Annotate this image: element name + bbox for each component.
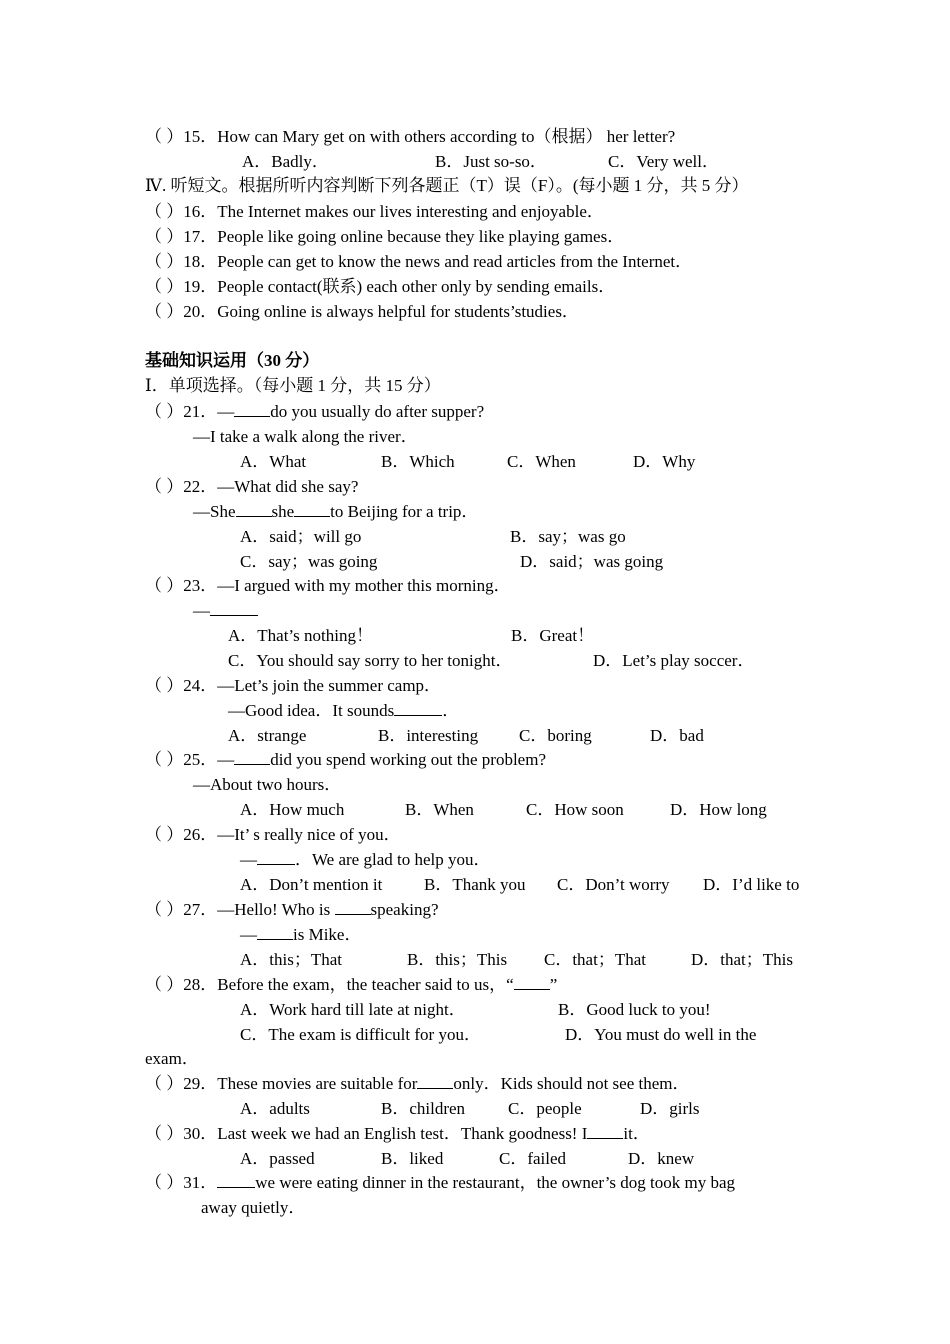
question-15 (145, 127, 675, 147)
question-text: —Let’s join the summer camp． (217, 676, 442, 695)
question-31 (145, 1173, 735, 1193)
option-a: A．said；will go (240, 527, 362, 546)
question-text: Going online is always helpful for students’studies． (217, 302, 579, 321)
option-b: B．When (405, 800, 474, 819)
option-c: C．people (508, 1099, 582, 1118)
question-text: we were eating dinner in the restaurant，the owner’s dog took my bag (255, 1173, 736, 1192)
wrapped-text: away quietly． (201, 1198, 306, 1217)
question-text: do you usually do after supper? (270, 402, 485, 421)
option-a: A．this；That (240, 950, 342, 969)
option-b: B．Which (381, 452, 455, 471)
question-text: People can get to know the news and read articles from the Internet． (217, 252, 693, 271)
option-a: A．What (240, 452, 307, 471)
answer-blank (294, 516, 330, 517)
reply-text (193, 502, 478, 522)
reply-part: ．We are glad to help you． (295, 850, 491, 869)
question-22 (145, 477, 358, 497)
dash: — (240, 925, 257, 944)
answer-blank (217, 1187, 255, 1188)
option-c: C．When (507, 452, 576, 471)
option-b: B．say；was go (510, 527, 626, 546)
question-21 (145, 402, 484, 422)
reply-text (193, 601, 258, 621)
question-text-2: it． (623, 1124, 650, 1143)
option-b: B．interesting (378, 726, 479, 745)
answer-blank (335, 914, 371, 915)
option-c: C．boring (519, 726, 592, 745)
question-number: （ ）27． (145, 900, 218, 919)
reply-part-3: to Beijing for a trip． (330, 502, 479, 521)
question-number: （ ）23． (145, 576, 218, 595)
answer-blank (587, 1138, 623, 1139)
answer-blank (234, 416, 270, 417)
option-c: C．How soon (526, 800, 624, 819)
answer-blank (394, 715, 442, 716)
dash: — (217, 750, 235, 769)
question-text-2: ” (549, 975, 558, 994)
question-number: （ ）28． (145, 975, 218, 994)
reply-text (228, 701, 459, 721)
reply-text (240, 850, 491, 870)
reply-part-1: —Good idea．It sounds (228, 701, 395, 720)
option-a: A．How much (240, 800, 345, 819)
question-20 (145, 302, 579, 322)
option-a: A．That’s nothing！ (228, 626, 373, 645)
option-d: D．that；This (691, 950, 793, 969)
option-d: D．said；was going (520, 552, 664, 571)
option-d: D．girls (640, 1099, 700, 1118)
option-c: C．You should say sorry to her tonight． (228, 651, 513, 670)
question-29 (145, 1074, 690, 1094)
reply-part-1: —She (193, 502, 236, 521)
option-c: C．say；was going (240, 552, 378, 571)
section-4-title: Ⅳ. 听短文。根据所听内容判断下列各题正（T）误（F）。(每小题 1 分，共 5 分） (145, 176, 749, 195)
question-19 (145, 277, 615, 297)
question-text-1: Last week we had an English test．Thank goodness! I (217, 1124, 588, 1143)
question-text: People contact(联系) each other only by sending emails． (217, 277, 616, 296)
answer-blank (257, 864, 295, 865)
option-a: A．adults (240, 1099, 310, 1118)
option-c: C．that；That (544, 950, 646, 969)
option-c: C．The exam is difficult for you． (240, 1025, 481, 1044)
option-c: C．Don’t worry (557, 875, 670, 894)
section-1-title: Ⅰ．单项选择。（每小题 1 分，共 15 分） (145, 376, 441, 395)
question-16 (145, 202, 604, 222)
option-b: B．Great！ (511, 626, 595, 645)
question-24 (145, 676, 441, 696)
answer-blank (257, 939, 293, 940)
option-a: A．passed (240, 1149, 315, 1168)
question-text-1: —Hello! Who is (217, 900, 335, 919)
question-23 (145, 576, 511, 596)
question-number: （ ）30． (145, 1124, 218, 1143)
reply-text: —I take a walk along the river． (193, 427, 418, 446)
option-d: D．Let’s play soccer． (593, 651, 755, 670)
answer-blank (236, 516, 272, 517)
option-d: D．bad (650, 726, 704, 745)
option-b: B．Just so-so． (435, 152, 547, 171)
question-17 (145, 227, 624, 247)
reply-text (240, 925, 361, 945)
part-title: 基础知识运用（30 分） (145, 351, 320, 370)
option-d: D．I’d like to (703, 875, 800, 894)
question-number: （ ）20． (145, 302, 218, 321)
option-d: D．You must do well in the (565, 1025, 757, 1044)
question-text-1: Before the exam，the teacher said to us，“ (217, 975, 514, 994)
question-27 (145, 900, 439, 920)
question-number: （ ）25． (145, 750, 218, 769)
wrapped-text: exam． (145, 1049, 199, 1068)
answer-blank (514, 989, 550, 990)
reply-part: is Mike． (293, 925, 362, 944)
question-text: did you spend working out the problem? (270, 750, 546, 769)
option-b: B．Good luck to you! (558, 1000, 711, 1019)
question-18 (145, 252, 692, 272)
option-c: C．Very well． (608, 152, 719, 171)
question-28 (145, 975, 557, 995)
question-number: （ ）19． (145, 277, 218, 296)
question-30 (145, 1124, 650, 1144)
answer-blank (234, 764, 270, 765)
option-d: D．How long (670, 800, 767, 819)
question-text: —It’ s really nice of you． (217, 825, 401, 844)
reply-text: —About two hours． (193, 775, 342, 794)
reply-part-2: ． (442, 701, 460, 720)
option-d: D．knew (628, 1149, 695, 1168)
question-number: （ ）15． (145, 127, 218, 146)
question-number: （ ）17． (145, 227, 218, 246)
dash: — (193, 601, 210, 620)
question-25 (145, 750, 546, 770)
question-text: People like going online because they like playing games． (217, 227, 625, 246)
question-number: （ ）18． (145, 252, 218, 271)
option-c: C．failed (499, 1149, 567, 1168)
dash: — (240, 850, 257, 869)
option-a: A．Badly． (242, 152, 329, 171)
option-a: A．strange (228, 726, 307, 745)
question-text: —I argued with my mother this morning． (217, 576, 511, 595)
question-text-1: These movies are suitable for (217, 1074, 418, 1093)
question-number: （ ）16． (145, 202, 218, 221)
question-number: （ ）26． (145, 825, 218, 844)
question-number: （ ）24． (145, 676, 218, 695)
question-text: —What did she say? (217, 477, 359, 496)
option-b: B．Thank you (424, 875, 526, 894)
answer-blank (210, 615, 258, 616)
option-d: D．Why (633, 452, 696, 471)
option-b: B．children (381, 1099, 466, 1118)
question-text: The Internet makes our lives interesting and enjoyable． (217, 202, 604, 221)
question-text-2: only．Kids should not see them． (453, 1074, 690, 1093)
option-b: B．liked (381, 1149, 444, 1168)
question-text-2: speaking? (370, 900, 439, 919)
question-26 (145, 825, 401, 845)
reply-part-2: she (271, 502, 295, 521)
option-b: B．this；This (407, 950, 508, 969)
option-a: A．Don’t mention it (240, 875, 383, 894)
question-number: （ ）29． (145, 1074, 218, 1093)
dash: — (217, 402, 235, 421)
option-a: A．Work hard till late at night． (240, 1000, 466, 1019)
question-number: （ ）21． (145, 402, 218, 421)
answer-blank (417, 1088, 453, 1089)
question-text: How can Mary get on with others according to（根据） her letter? (217, 127, 676, 146)
question-number: （ ）31． (145, 1173, 218, 1192)
question-number: （ ）22． (145, 477, 218, 496)
